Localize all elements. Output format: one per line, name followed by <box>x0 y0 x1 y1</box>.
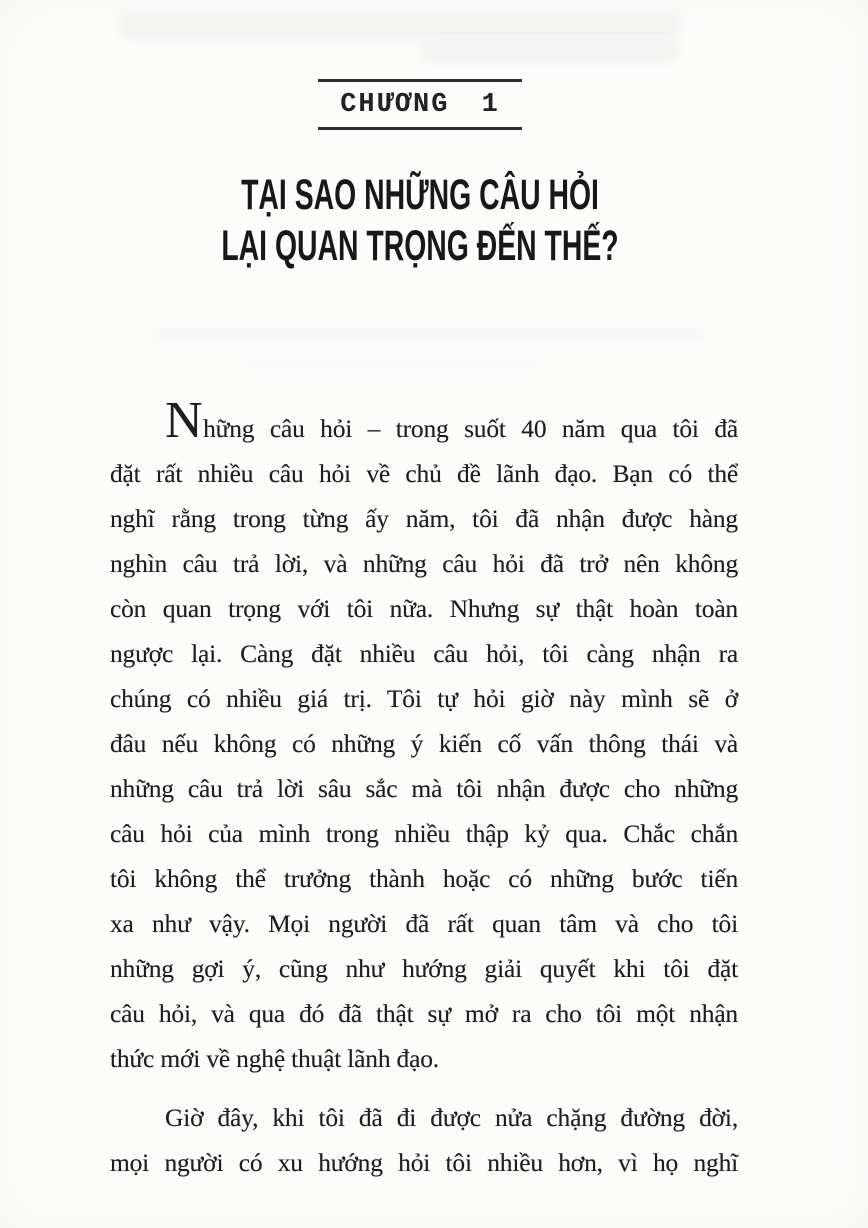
page-title-line-1: TẠI SAO NHỮNG CÂU HỎI <box>241 171 599 219</box>
page-title-line-2: LẠI QUAN TRỌNG ĐẾN THẾ? <box>221 222 619 270</box>
text-line: xa như vậy. Mọi người đã rất quan tâm và cho tôi <box>110 909 738 938</box>
text-line: nghĩ rằng trong từng ấy năm, tôi đã nhận được hàng <box>110 504 738 533</box>
chapter-heading-box <box>318 79 522 130</box>
text-line-paragraph-end: thức mới về nghệ thuật lãnh đạo. <box>110 1044 439 1073</box>
scan-artifact <box>240 358 540 370</box>
text-line: còn quan trọng với tôi nữa. Nhưng sự thật hoàn toàn <box>110 594 738 623</box>
paragraph-2 <box>110 1095 738 1185</box>
text-line: Giờ đây, khi tôi đã đi được nửa chặng đường đời, <box>165 1103 738 1132</box>
page-title <box>0 170 854 272</box>
scan-artifact <box>420 44 680 62</box>
text-line: câu hỏi của mình trong nhiều thập kỷ qua. Chắc chắn <box>110 819 738 848</box>
text-line: chúng có nhiều giá trị. Tôi tự hỏi giờ này mình sẽ ở <box>110 684 738 713</box>
text-line: những gợi ý, cũng như hướng giải quyết khi tôi đặt <box>110 954 738 983</box>
scan-artifact <box>150 328 710 342</box>
text-line: đặt rất nhiều câu hỏi về chủ đề lãnh đạo. Bạn có thể <box>110 459 738 488</box>
text-line: đâu nếu không có những ý kiến cố vấn thông thái và <box>110 729 738 758</box>
chapter-label: CHƯƠNG 1 <box>340 90 500 120</box>
text-line: ngược lại. Càng đặt nhiều câu hỏi, tôi càng nhận ra <box>110 639 738 668</box>
text-line: câu hỏi, và qua đó đã thật sự mở ra cho tôi một nhận <box>110 999 738 1028</box>
text-line-first-rest: hững câu hỏi – trong suốt 40 năm qua tôi đã <box>203 414 738 443</box>
text-line-first <box>110 392 738 451</box>
text-line: tôi không thể trưởng thành hoặc có những bước tiến <box>110 864 738 893</box>
text-line: nghìn câu trả lời, và những câu hỏi đã trở nên không <box>110 549 738 578</box>
drop-cap-initial: N <box>165 392 204 449</box>
text-line: những câu trả lời sâu sắc mà tôi nhận được cho những <box>110 774 738 803</box>
body-text <box>110 392 738 1185</box>
chapter-heading <box>0 79 854 130</box>
scan-artifact <box>120 14 680 40</box>
text-line: mọi người có xu hướng hỏi tôi nhiều hơn, vì họ nghĩ <box>110 1148 738 1177</box>
paragraph-1 <box>110 392 738 1081</box>
